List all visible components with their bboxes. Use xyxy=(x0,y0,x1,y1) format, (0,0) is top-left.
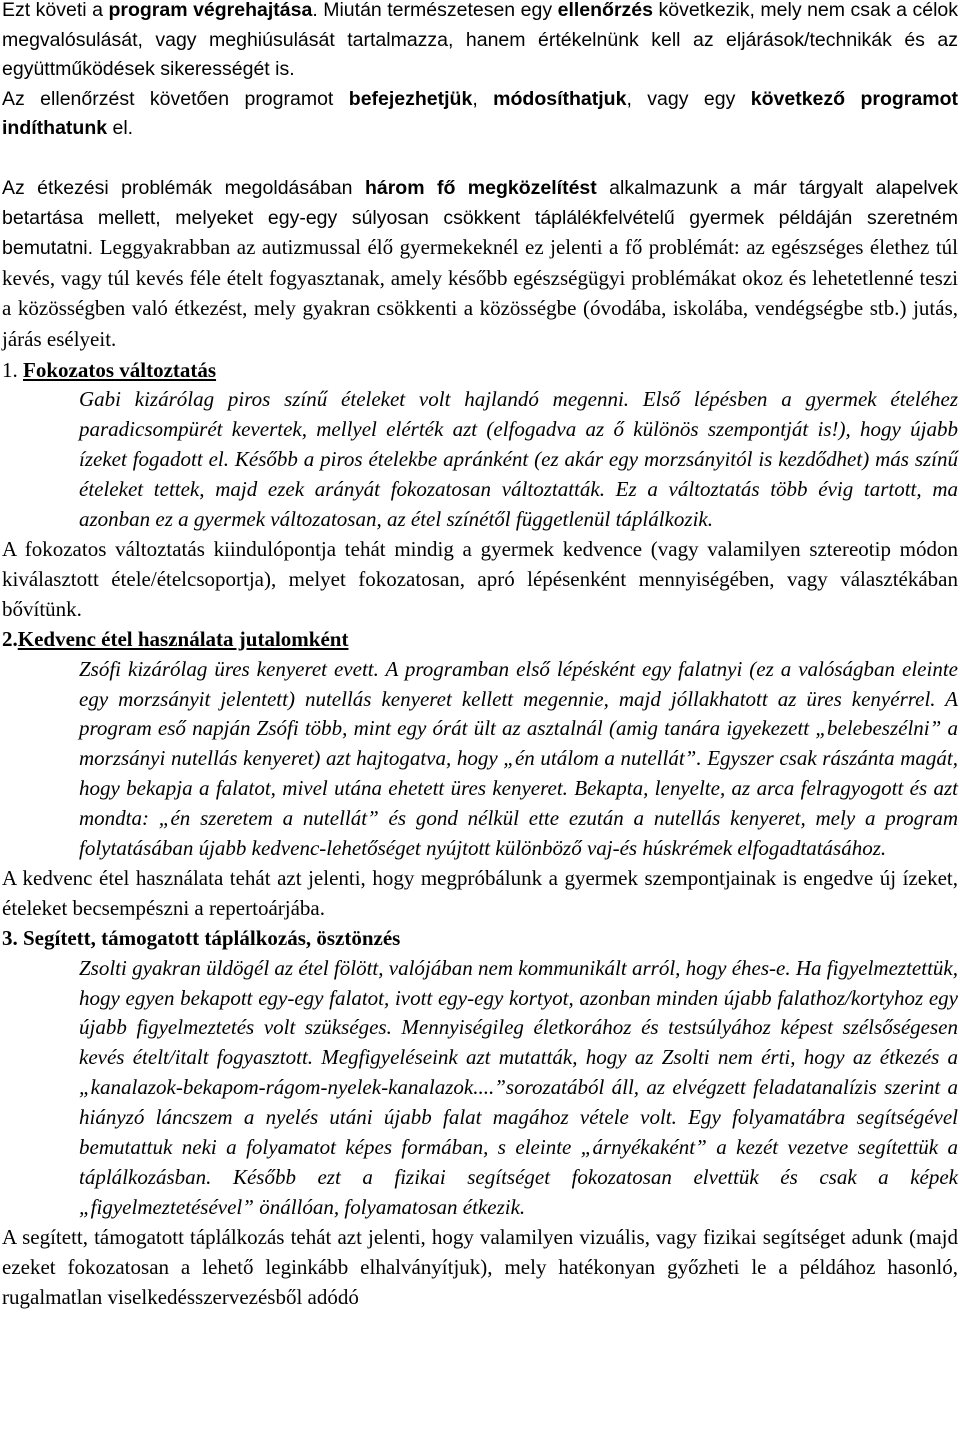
text-run: Az ellenőrzést követően programot xyxy=(2,87,349,110)
section-number: 1. xyxy=(2,357,23,382)
section-title: Fokozatos változtatás xyxy=(23,357,217,382)
text-run: , vagy egy xyxy=(626,87,751,110)
bold-term: három fő megközelítést xyxy=(364,176,597,199)
text-run: Ezt követi a xyxy=(2,0,109,21)
text-run: Az étkezési problémák megoldásában xyxy=(2,176,365,199)
bold-term: módosíthatjuk xyxy=(493,87,627,110)
text-run: következik, mely nem csak a célok megvalósulását, vagy meghiúsulását tartalmazza, hanem értékelnünk kell az eljárások/technikák és az együttműködések sikerességét is. xyxy=(2,0,958,81)
text-run: , xyxy=(472,87,494,110)
paragraph-after-evaluation xyxy=(2,85,958,144)
section-summary: A fokozatos változtatás kiindulópontja tehát mindig a gyermek kedvence (vagy valamilyen sztereotip módon kiválasztott étele/ételcsoportja), melyet fokozatosan, apró lépésenként mennyiségében, vagy választékában bővítünk. xyxy=(2,536,958,621)
section-title: Kedvenc étel használata jutalomként xyxy=(17,626,349,651)
text-run: el. xyxy=(107,117,134,140)
section-number: 2. xyxy=(2,626,18,651)
section-favorite-food-reward xyxy=(2,625,958,924)
bold-term: következő programot indíthatunk xyxy=(2,87,958,140)
case-text: Gabi kizárólag piros színű ételeket volt hajlandó megenni. Első lépésben a gyermek ételéhez paradicsompürét kevertek, mellyel elérték azt (elfogadva az ő különös szempontját is!), hogy újabb ízeket fogadott el. Később a piros ételekbe apránként (ez akár egy morzsányitól is kezdődhet) más színű ételeket tettek, majd ezek arányát fokozatosan változtatták. Ez a változtatás több évig tartott, ma azonban ez a gyermek változatosan, az étel színétől függetlenül táplálkozik. xyxy=(79,387,958,532)
paragraph-program-execution xyxy=(2,0,958,85)
section-heading xyxy=(2,356,958,386)
section-title: Segített, támogatott táplálkozás, ösztönzés xyxy=(23,925,401,950)
section-summary: A segített, támogatott táplálkozás tehát azt jelenti, hogy valamilyen vizuális, vagy fizikai segítséget adunk (majd ezeket fokozatosan a lehető leginkább elhalványítjuk), mely hatékonyan győzheti le a példához hasonló, rugalmatlan viselkedésszervezésből adódó xyxy=(2,1224,958,1309)
paragraph-main-problem: Leggyakrabban az autizmussal élő gyermekeknél ez jelenti a fő problémát: az egészséges élethez túl kevés, vagy túl kevés féle ételt fogyasztanak, amely később egészségügyi problémákat okoz és lehetetlenné teszi a közösségben való étkezést, mely gyakran csökkenti a közösségbe (óvodába, iskolába, vendégségbe stb.) jutás, járás esélyeit. xyxy=(2,235,958,351)
section-heading xyxy=(2,924,958,954)
paragraph-three-approaches xyxy=(2,174,958,356)
text-run: alkalmazunk a már tárgyalt alapelvek betartása mellett, melyeket egy-egy súlyosan csökkent táplálékfelvételű gyermek példáján szeretném bemutatni. xyxy=(2,176,959,260)
case-example xyxy=(2,385,958,535)
section-gradual-change xyxy=(2,356,958,625)
text-run: . Miután természetesen egy xyxy=(312,0,558,21)
section-summary: A kedvenc étel használata tehát azt jelenti, hogy megpróbálunk a gyermek szempontjainak is engedve új ízeket, ételeket becsempészni a repertoárjába. xyxy=(2,865,958,920)
section-assisted-feeding xyxy=(2,924,958,1313)
case-example xyxy=(2,655,958,864)
case-text: Zsolti gyakran üldögél az étel fölött, valójában nem kommunikált arról, hogy éhes-e. Ha figyelmeztettük, hogy egyen bekapott egy-egy falatot, ivott egy-egy kortyot, azonban minden újabb falathoz/kortyhoz egy újabb figyelmeztetés volt szükséges. Mennyiségileg életkorához és testsúlyához képest szélsőségesen kevés ételt/italt fogyasztott. Megfigyeléseink azt mutatták, hogy az Zsolti nem érti, hogy az étkezés a „kanalazok-bekapom-rágom-nyelek-kanalazok....”sorozatából áll, az elvégzett feladatanalízis szerint a hiányzó láncszem a nyelés utáni újabb falat magához vétele volt. Egy folyamatábra segítségével bemutattuk neki a folyamatot képes formában, s eleinte „árnyékaként” a kezét vezetve segítettük a táplálkozásban. Később ezt a fizikai segítséget fokozatosan elvettük és csak a képek „figyelmeztetésével” önállóan, folyamatosan étkezik. xyxy=(79,955,958,1219)
case-text: Zsófi kizárólag üres kenyeret evett. A programban első lépésként egy falatnyi (ez a valóságban eleinte egy morzsányit jelentett) nutellás kenyeret kellett megennie, majd jóllakhatott az üres kenyérrel. A program eső napján Zsófi több, mint egy órát ült az asztalnál (amig tanára igyekezett „belebeszélni” a morzsányi nutellás kenyeret) azt hajtogatva, hogy „én utálom a nutellát”. Egyszer csak rászánta magát, hogy bekapja a falatot, mivel utána ehetett üres kenyeret. Bekapta, lenyelte, az arca felragyogott és azt mondta: „én szeretem a nutellát” és gond nélkül ette ezután a nutellás kenyeret, mely a program folytatásában újabb kedvenc-lehetőséget nyújtott különböző vaj-és húskrémek elfogadtatásához. xyxy=(79,656,958,861)
section-heading xyxy=(2,625,958,655)
case-example xyxy=(2,954,958,1223)
bold-term: befejezhetjük xyxy=(348,87,473,110)
bold-term: ellenőrzés xyxy=(557,0,653,21)
paragraph-spacer xyxy=(2,144,958,174)
bold-term: program végrehajtása xyxy=(108,0,313,21)
section-number: 3. xyxy=(2,925,23,950)
